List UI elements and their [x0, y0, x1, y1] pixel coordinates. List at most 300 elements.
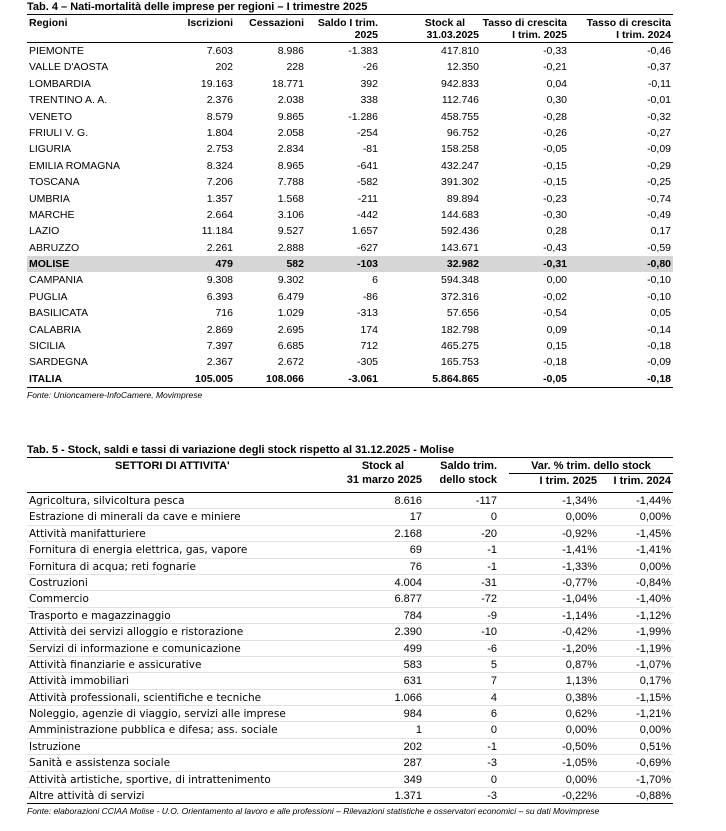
cell-tasso-2024: -0,29 — [647, 159, 671, 172]
table-row — [27, 109, 673, 125]
table-5-body — [27, 493, 673, 804]
cell-tasso-2025: -0,23 — [543, 192, 567, 205]
header-tasso-2024-line2: I trim. 2024 — [616, 29, 671, 41]
cell-region: TRENTINO A. A. — [29, 94, 108, 107]
table-row — [27, 371, 673, 388]
cell-var-2025: -0,22% — [562, 790, 597, 803]
cell-tasso-2024: -0,09 — [647, 356, 671, 369]
cell-iscrizioni: 19.163 — [200, 77, 233, 90]
table-row — [27, 690, 673, 706]
table-row — [27, 493, 673, 509]
table-row — [27, 125, 673, 141]
cell-sector: Attività artistiche, sportive, di intrattenimento — [29, 773, 271, 786]
cell-sector: Fornitura di energia elettrica, gas, vapore — [29, 544, 248, 557]
table-row — [27, 575, 673, 591]
cell-tasso-2024: -0,18 — [647, 340, 671, 353]
cell-tasso-2025: -0,31 — [543, 258, 567, 271]
table-row — [27, 256, 673, 272]
cell-iscrizioni: 479 — [215, 258, 233, 271]
cell-region: LOMBARDIA — [29, 77, 91, 90]
cell-cessazioni: 8.986 — [277, 45, 304, 57]
table-5-caption: Tab. 5 - Stock, saldi e tassi di variazione degli stock rispetto al 31.12.2025 - Molise — [27, 444, 455, 456]
cell-tasso-2025: 0,15 — [546, 340, 567, 353]
cell-stock: 144.683 — [441, 208, 479, 221]
cell-region: VALLE D'AOSTA — [29, 61, 109, 74]
cell-saldo: -641 — [356, 159, 378, 172]
cell-tasso-2025: 0,00 — [546, 274, 567, 287]
table-row — [27, 322, 673, 338]
cell-stock: 458.755 — [441, 110, 479, 123]
cell-saldo: -313 — [356, 307, 378, 320]
cell-tasso-2024: -0,59 — [647, 241, 671, 254]
cell-iscrizioni: 2.261 — [206, 241, 233, 254]
cell-saldo: -211 — [357, 192, 378, 205]
table-5 — [27, 444, 673, 817]
cell-sector: Attività professionali, scientifiche e tecniche — [29, 691, 262, 704]
table-row — [27, 624, 673, 640]
cell-stock: 1 — [415, 724, 422, 737]
table-row — [27, 272, 673, 288]
cell-sector: Servizi di informazione e comunicazione — [29, 642, 241, 655]
cell-stock: 499 — [403, 642, 422, 655]
table-row — [27, 59, 673, 75]
cell-stock: 592.436 — [441, 225, 479, 238]
table-4-source: Fonte: Unioncamere-InfoCamere, Movimprese — [27, 390, 203, 401]
cell-tasso-2024: -0,46 — [647, 45, 671, 57]
table-row — [27, 92, 673, 108]
cell-cessazioni: 2.672 — [277, 356, 304, 369]
header-stock-line2: 31 marzo 2025 — [346, 474, 422, 486]
cell-tasso-2024: 0,17 — [650, 225, 671, 238]
cell-sector: Attività manifatturiere — [29, 527, 146, 540]
cell-saldo: -627 — [356, 241, 378, 254]
cell-region: PIEMONTE — [29, 45, 84, 57]
cell-var-2024: 0,51% — [639, 740, 671, 753]
cell-saldo: 6 — [372, 274, 378, 287]
cell-stock: 631 — [403, 675, 422, 688]
cell-region: UMBRIA — [29, 192, 70, 205]
cell-var-2025: -0,50% — [562, 740, 597, 753]
cell-stock: 89.894 — [446, 192, 479, 205]
header-iscrizioni: Iscrizioni — [187, 17, 233, 29]
cell-var-2025: -0,92% — [562, 527, 597, 540]
header-tasso-2025-line1: Tasso di crescita — [482, 17, 567, 29]
cell-cessazioni: 8.965 — [277, 159, 304, 172]
cell-saldo: -6 — [487, 642, 497, 655]
cell-tasso-2024: 0,05 — [650, 307, 671, 320]
cell-tasso-2025: -0,05 — [543, 372, 567, 385]
cell-saldo: -72 — [481, 593, 497, 606]
cell-sector: Agricoltura, silvicoltura pesca — [29, 495, 185, 507]
cell-tasso-2025: -0,15 — [543, 159, 567, 172]
cell-sector: Attività dei servizi alloggio e ristorazione — [29, 626, 244, 639]
cell-cessazioni: 3.106 — [277, 208, 304, 221]
cell-var-2025: 0,00% — [565, 511, 597, 524]
cell-iscrizioni: 105.005 — [195, 372, 233, 385]
cell-stock: 349 — [403, 773, 422, 786]
header-saldo-line2: 2025 — [354, 29, 378, 41]
cell-saldo: -582 — [356, 176, 378, 189]
cell-stock: 17 — [409, 511, 422, 524]
cell-iscrizioni: 11.184 — [201, 225, 233, 238]
cell-saldo: -31 — [481, 576, 497, 589]
cell-var-2025: -1,20% — [562, 642, 597, 655]
cell-saldo: -9 — [487, 609, 497, 622]
cell-tasso-2024: -0,27 — [647, 126, 671, 139]
cell-stock: 432.247 — [441, 159, 479, 172]
cell-saldo: 6 — [490, 708, 497, 721]
cell-var-2024: -1,21% — [636, 708, 671, 721]
cell-stock: 57.656 — [446, 307, 479, 320]
cell-cessazioni: 2.058 — [277, 126, 304, 139]
cell-tasso-2025: -0,28 — [543, 110, 567, 123]
cell-stock: 8.616 — [394, 495, 422, 507]
cell-var-2025: -1,33% — [562, 560, 597, 573]
cell-saldo: 4 — [490, 691, 497, 704]
header-cessazioni: Cessazioni — [249, 17, 304, 29]
header-tasso-2025 — [479, 15, 567, 42]
cell-stock: 96.752 — [446, 126, 479, 139]
cell-var-2024: 0,00% — [639, 560, 671, 573]
cell-var-2025: -1,14% — [562, 609, 597, 622]
cell-var-2024: -0,69% — [636, 757, 671, 770]
cell-tasso-2025: -0,05 — [543, 143, 567, 156]
cell-saldo: 0 — [490, 773, 497, 786]
cell-tasso-2024: -0,10 — [647, 290, 671, 303]
cell-iscrizioni: 9.308 — [206, 274, 233, 287]
cell-saldo: 712 — [360, 340, 378, 353]
cell-stock: 202 — [403, 740, 422, 753]
cell-var-2025: 0,38% — [565, 691, 597, 704]
cell-saldo: 5 — [490, 658, 497, 671]
header-tasso-2024 — [567, 15, 673, 42]
cell-region: CAMPANIA — [29, 274, 84, 287]
cell-saldo: 338 — [360, 94, 378, 107]
cell-tasso-2024: -0,01 — [647, 94, 671, 107]
cell-saldo: -86 — [362, 290, 378, 303]
table-row — [27, 174, 673, 190]
cell-var-2025: 0,87% — [565, 658, 597, 671]
cell-saldo: 0 — [490, 724, 497, 737]
table-4 — [27, 1, 673, 401]
cell-region: MARCHE — [29, 208, 75, 221]
table-5-header — [27, 457, 673, 493]
cell-region: SARDEGNA — [29, 356, 88, 369]
cell-stock: 1.066 — [394, 691, 422, 704]
header-saldo-line1: Saldo I trim. — [317, 17, 378, 29]
header-tasso-2024-line1: Tasso di crescita — [586, 17, 671, 29]
cell-cessazioni: 108.066 — [266, 372, 304, 385]
cell-tasso-2025: -0,33 — [543, 45, 567, 57]
cell-tasso-2025: 0,09 — [546, 323, 567, 336]
cell-var-2025: 1,13% — [565, 675, 597, 688]
table-row — [27, 608, 673, 624]
cell-cessazioni: 9.302 — [277, 274, 304, 287]
cell-iscrizioni: 2.869 — [206, 323, 233, 336]
cell-saldo: -3 — [487, 790, 497, 803]
table-row — [27, 509, 673, 525]
cell-region: ITALIA — [29, 372, 63, 385]
cell-sector: Trasporto e magazzinaggio — [29, 609, 171, 622]
cell-stock: 391.302 — [441, 176, 479, 189]
cell-stock: 69 — [409, 544, 422, 557]
cell-saldo: -81 — [362, 143, 378, 156]
cell-stock: 1.371 — [394, 790, 422, 803]
table-row — [27, 305, 673, 321]
cell-var-2025: -0,42% — [562, 626, 597, 639]
table-row — [27, 641, 673, 657]
cell-var-2024: -1,99% — [636, 626, 671, 639]
header-tasso-2025-line2: I trim. 2025 — [512, 29, 567, 41]
cell-saldo: -20 — [481, 527, 497, 540]
cell-region: SICILIA — [29, 340, 66, 353]
cell-tasso-2025: -0,54 — [543, 307, 567, 320]
cell-stock: 2.168 — [394, 527, 422, 540]
cell-iscrizioni: 202 — [215, 61, 233, 74]
cell-stock: 182.798 — [441, 323, 479, 336]
cell-tasso-2024: -0,32 — [647, 110, 671, 123]
cell-var-2024: -1,70% — [636, 773, 671, 786]
cell-tasso-2024: -0,49 — [647, 208, 671, 221]
table-row — [27, 223, 673, 239]
cell-iscrizioni: 7.603 — [206, 45, 233, 57]
cell-var-2024: 0,00% — [639, 724, 671, 737]
cell-var-2024: 0,00% — [639, 511, 671, 524]
cell-region: ABRUZZO — [29, 241, 80, 254]
header-settori: SETTORI DI ATTIVITA' — [115, 460, 230, 472]
cell-saldo: -26 — [362, 61, 378, 74]
cell-saldo: -442 — [356, 208, 378, 221]
cell-stock: 2.390 — [394, 626, 422, 639]
cell-region: LIGURIA — [29, 143, 72, 156]
cell-stock: 32.982 — [446, 258, 479, 271]
cell-tasso-2025: -0,26 — [543, 126, 567, 139]
cell-saldo: -117 — [475, 495, 497, 507]
cell-var-2025: 0,62% — [565, 708, 597, 721]
cell-region: PUGLIA — [29, 290, 68, 303]
table-row — [27, 542, 673, 558]
cell-cessazioni: 2.038 — [277, 94, 304, 107]
header-saldo-line2: dello stock — [439, 474, 497, 486]
cell-saldo: -1 — [487, 544, 497, 557]
cell-saldo: -1.383 — [348, 45, 378, 57]
cell-sector: Sanità e assistenza sociale — [29, 757, 171, 770]
table-row — [27, 722, 673, 738]
cell-stock: 112.746 — [441, 94, 479, 107]
table-row — [27, 191, 673, 207]
cell-stock: 76 — [409, 560, 422, 573]
cell-var-2024: -1,15% — [636, 691, 671, 704]
cell-sector: Attività immobiliari — [29, 675, 130, 688]
cell-iscrizioni: 2.367 — [206, 356, 233, 369]
cell-iscrizioni: 2.753 — [206, 143, 233, 156]
cell-var-2025: -1,05% — [562, 757, 597, 770]
cell-stock: 5.864.865 — [432, 372, 479, 385]
cell-saldo: 174 — [360, 323, 378, 336]
cell-iscrizioni: 2.376 — [206, 94, 233, 107]
table-5-source: Fonte: elaborazioni CCIAA Molise - U.O. Orientamento al lavoro e alle professioni – Rilevazioni statistiche e osservatori economici – su dati Movimprese — [27, 806, 600, 817]
cell-stock: 372.316 — [441, 290, 479, 303]
table-row — [27, 240, 673, 256]
cell-iscrizioni: 7.397 — [206, 340, 233, 353]
cell-saldo: -1.286 — [348, 110, 378, 123]
cell-region: EMILIA ROMAGNA — [29, 159, 121, 172]
cell-iscrizioni: 6.393 — [206, 290, 233, 303]
cell-var-2024: -1,12% — [636, 609, 671, 622]
cell-tasso-2024: -0,09 — [647, 143, 671, 156]
cell-cessazioni: 1.029 — [277, 307, 304, 320]
table-row — [27, 772, 673, 788]
cell-stock: 984 — [403, 708, 422, 721]
cell-stock: 287 — [403, 757, 422, 770]
cell-var-2024: -1,19% — [636, 642, 671, 655]
cell-var-2025: -1,04% — [562, 593, 597, 606]
cell-cessazioni: 6.479 — [277, 290, 304, 303]
cell-tasso-2024: -0,14 — [647, 323, 671, 336]
table-row — [27, 354, 673, 370]
cell-saldo: -3.061 — [348, 372, 378, 385]
cell-saldo: -3 — [487, 757, 497, 770]
table-row — [27, 158, 673, 174]
table-4-body — [27, 43, 673, 388]
cell-saldo: -305 — [356, 356, 378, 369]
cell-cessazioni: 7.788 — [277, 176, 304, 189]
cell-tasso-2025: -0,15 — [543, 176, 567, 189]
table-row — [27, 526, 673, 542]
table-4-caption: Tab. 4 – Nati-mortalità delle imprese per regioni – I trimestre 2025 — [27, 1, 368, 13]
cell-tasso-2025: 0,04 — [546, 77, 567, 90]
header-stock — [378, 15, 479, 42]
cell-cessazioni: 9.865 — [277, 110, 304, 123]
table-row — [27, 788, 673, 804]
cell-iscrizioni: 1.357 — [206, 192, 233, 205]
header-var-2024: I trim. 2024 — [613, 475, 671, 487]
cell-saldo: 392 — [360, 77, 378, 90]
table-row — [27, 76, 673, 92]
table-row — [27, 289, 673, 305]
cell-stock: 417.810 — [441, 45, 479, 57]
cell-cessazioni: 228 — [286, 61, 304, 74]
table-row — [27, 657, 673, 673]
cell-var-2024: -1,41% — [636, 544, 671, 557]
cell-saldo: -1 — [487, 740, 497, 753]
table-row — [27, 43, 673, 59]
cell-var-2024: -1,45% — [636, 527, 671, 540]
cell-tasso-2025: -0,18 — [543, 356, 567, 369]
cell-saldo: 1.657 — [351, 225, 378, 238]
table-row — [27, 706, 673, 722]
cell-tasso-2024: -0,74 — [647, 192, 671, 205]
cell-region: TOSCANA — [29, 176, 80, 189]
table-row — [27, 338, 673, 354]
cell-stock: 143.671 — [441, 241, 479, 254]
cell-var-2024: -1,44% — [636, 495, 671, 507]
header-stock-line1 — [327, 460, 422, 473]
cell-cessazioni: 1.568 — [277, 192, 304, 205]
cell-stock: 4.004 — [394, 576, 422, 589]
cell-stock: 158.258 — [441, 143, 479, 156]
cell-saldo: -254 — [356, 126, 378, 139]
cell-sector: Amministrazione pubblica e difesa; ass. sociale — [29, 724, 278, 737]
cell-iscrizioni: 7.206 — [206, 176, 233, 189]
cell-tasso-2025: -0,30 — [543, 208, 567, 221]
header-stock-line1: Stock al — [424, 17, 465, 29]
cell-stock: 784 — [403, 609, 422, 622]
cell-cessazioni: 9.527 — [277, 225, 304, 238]
cell-saldo: -1 — [487, 560, 497, 573]
cell-iscrizioni: 2.664 — [206, 208, 233, 221]
table-4-header — [27, 14, 673, 43]
cell-iscrizioni: 1.804 — [206, 126, 233, 139]
cell-iscrizioni: 8.579 — [206, 110, 233, 123]
cell-tasso-2025: -0,21 — [543, 61, 567, 74]
table-row — [27, 739, 673, 755]
cell-tasso-2025: 0,30 — [546, 94, 567, 107]
cell-iscrizioni: 8.324 — [206, 159, 233, 172]
cell-saldo: 7 — [490, 675, 497, 688]
cell-saldo: 0 — [490, 511, 497, 524]
table-row — [27, 559, 673, 575]
cell-sector: Costruzioni — [29, 576, 88, 589]
cell-var-2024: -1,40% — [636, 593, 671, 606]
cell-var-2024: 0,17% — [639, 675, 671, 688]
cell-tasso-2024: -0,18 — [647, 372, 671, 385]
cell-cessazioni: 2.834 — [277, 143, 304, 156]
cell-tasso-2024: -0,37 — [647, 61, 671, 74]
table-row — [27, 755, 673, 771]
cell-tasso-2025: -0,02 — [543, 290, 567, 303]
cell-saldo: -10 — [481, 626, 497, 639]
cell-cessazioni: 18.771 — [271, 77, 304, 90]
cell-sector: Fornitura di acqua; reti fognarie — [29, 560, 196, 573]
cell-tasso-2024: -0,10 — [647, 274, 671, 287]
cell-stock: 583 — [403, 658, 422, 671]
cell-stock: 465.275 — [441, 340, 479, 353]
cell-var-2024: -0,88% — [636, 790, 671, 803]
table-row — [27, 591, 673, 607]
cell-stock: 594.348 — [441, 274, 479, 287]
cell-stock: 6.877 — [394, 593, 422, 606]
cell-stock: 12.350 — [446, 61, 479, 74]
header-stock-line2: 31.03.2025 — [426, 29, 479, 41]
cell-region: MOLISE — [29, 258, 70, 271]
header-var-2025: I trim. 2025 — [539, 475, 597, 487]
cell-var-2025: -0,77% — [562, 576, 597, 589]
cell-sector: Istruzione — [29, 740, 81, 753]
cell-region: CALABRIA — [29, 323, 81, 336]
cell-tasso-2025: 0,28 — [546, 225, 567, 238]
cell-cessazioni: 6.685 — [277, 340, 304, 353]
header-stock-line1-text: Stock al — [361, 460, 404, 472]
cell-sector: Noleggio, agenzie di viaggio, servizi alle imprese — [29, 708, 286, 721]
cell-iscrizioni: 716 — [215, 307, 233, 320]
table-row — [27, 207, 673, 223]
cell-sector: Commercio — [29, 593, 89, 606]
cell-tasso-2024: -0,11 — [647, 77, 671, 90]
cell-var-2024: -1,07% — [636, 658, 671, 671]
cell-cessazioni: 582 — [286, 258, 304, 271]
cell-region: BASILICATA — [29, 307, 89, 320]
cell-sector: Attività finanziarie e assicurative — [29, 658, 202, 671]
header-regioni: Regioni — [29, 17, 68, 29]
table-row — [27, 673, 673, 689]
cell-var-2024: -0,84% — [636, 576, 671, 589]
table-row — [27, 141, 673, 157]
cell-var-2025: 0,00% — [565, 724, 597, 737]
cell-stock: 165.753 — [441, 356, 479, 369]
cell-tasso-2024: -0,25 — [647, 176, 671, 189]
cell-region: LAZIO — [29, 225, 60, 238]
